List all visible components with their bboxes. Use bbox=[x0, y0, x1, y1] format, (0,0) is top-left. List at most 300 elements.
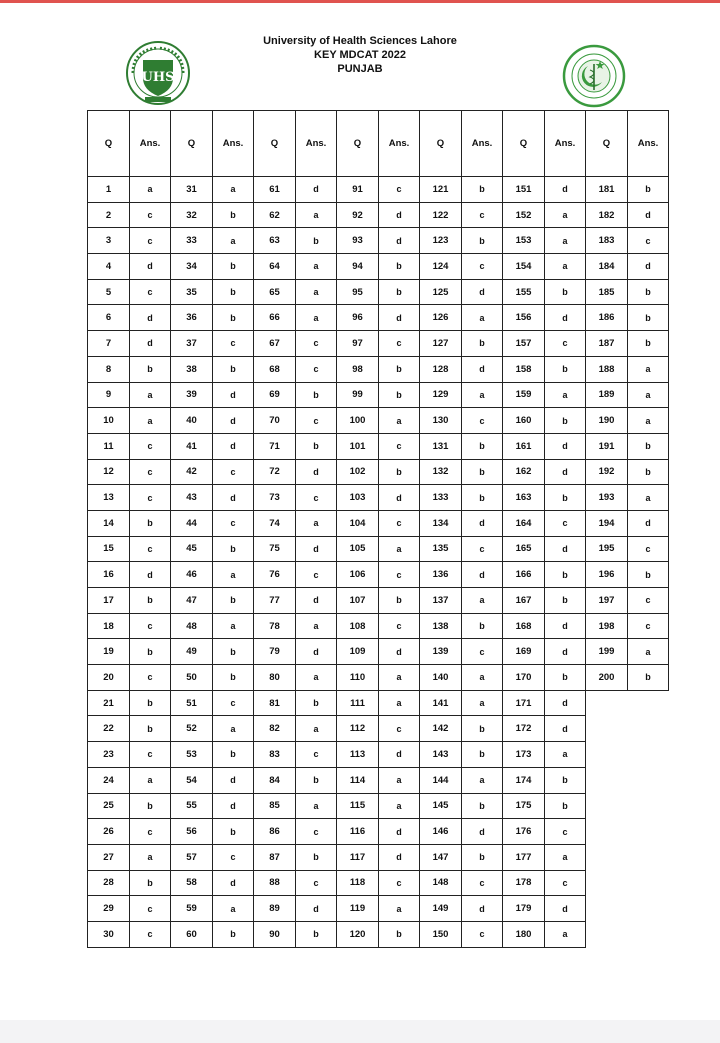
answer-cell: b bbox=[545, 665, 586, 691]
question-number: 171 bbox=[503, 690, 545, 716]
answer-cell: b bbox=[462, 331, 503, 357]
answer-cell: c bbox=[462, 870, 503, 896]
answer-cell: c bbox=[130, 433, 171, 459]
answer-cell: d bbox=[379, 228, 420, 254]
question-number: 138 bbox=[420, 613, 462, 639]
answer-cell: c bbox=[379, 177, 420, 203]
question-number: 173 bbox=[503, 742, 545, 768]
question-number: 168 bbox=[503, 613, 545, 639]
question-number: 41 bbox=[171, 433, 213, 459]
question-number: 135 bbox=[420, 536, 462, 562]
answer-cell: c bbox=[296, 485, 337, 511]
question-number: 187 bbox=[586, 331, 628, 357]
answer-cell: b bbox=[545, 588, 586, 614]
question-number: 127 bbox=[420, 331, 462, 357]
answer-cell: b bbox=[545, 408, 586, 434]
answer-cell: b bbox=[213, 921, 254, 947]
answer-cell: b bbox=[545, 279, 586, 305]
table-row bbox=[88, 562, 669, 588]
answer-cell: d bbox=[545, 690, 586, 716]
question-number: 137 bbox=[420, 588, 462, 614]
table-row bbox=[88, 485, 669, 511]
answer-cell: a bbox=[545, 921, 586, 947]
answer-cell: b bbox=[213, 639, 254, 665]
uhs-logo-icon bbox=[125, 40, 191, 106]
answer-cell: c bbox=[296, 742, 337, 768]
question-number: 88 bbox=[254, 870, 296, 896]
question-number: 82 bbox=[254, 716, 296, 742]
answer-cell: a bbox=[545, 228, 586, 254]
question-number: 71 bbox=[254, 433, 296, 459]
answer-cell: a bbox=[379, 793, 420, 819]
answer-cell: d bbox=[213, 433, 254, 459]
answer-cell: d bbox=[379, 202, 420, 228]
answer-cell: d bbox=[296, 177, 337, 203]
answer-cell: b bbox=[213, 536, 254, 562]
question-number: 90 bbox=[254, 921, 296, 947]
table-row bbox=[88, 767, 669, 793]
answer-cell: c bbox=[379, 433, 420, 459]
answer-cell: a bbox=[213, 562, 254, 588]
answer-cell: a bbox=[213, 896, 254, 922]
question-number: 188 bbox=[586, 356, 628, 382]
question-number: 69 bbox=[254, 382, 296, 408]
question-number: 10 bbox=[88, 408, 130, 434]
table-row bbox=[88, 382, 669, 408]
answer-cell: c bbox=[213, 510, 254, 536]
answer-cell: a bbox=[296, 613, 337, 639]
question-number: 47 bbox=[171, 588, 213, 614]
answer-cell: c bbox=[628, 588, 669, 614]
question-number: 198 bbox=[586, 613, 628, 639]
question-number: 63 bbox=[254, 228, 296, 254]
empty-cell bbox=[628, 767, 669, 793]
question-number: 123 bbox=[420, 228, 462, 254]
question-number: 184 bbox=[586, 254, 628, 280]
answer-cell: b bbox=[379, 459, 420, 485]
question-number: 200 bbox=[586, 665, 628, 691]
question-number: 5 bbox=[88, 279, 130, 305]
question-number: 84 bbox=[254, 767, 296, 793]
question-number: 167 bbox=[503, 588, 545, 614]
question-number: 95 bbox=[337, 279, 379, 305]
question-number: 146 bbox=[420, 819, 462, 845]
empty-cell bbox=[628, 844, 669, 870]
answer-cell: a bbox=[213, 716, 254, 742]
question-number: 59 bbox=[171, 896, 213, 922]
answer-cell: d bbox=[462, 819, 503, 845]
question-number: 164 bbox=[503, 510, 545, 536]
answer-cell: d bbox=[213, 408, 254, 434]
table-row bbox=[88, 202, 669, 228]
question-number: 104 bbox=[337, 510, 379, 536]
q-column-header: Q bbox=[88, 111, 130, 177]
question-number: 11 bbox=[88, 433, 130, 459]
answer-cell: d bbox=[628, 254, 669, 280]
answer-cell: c bbox=[296, 408, 337, 434]
question-number: 153 bbox=[503, 228, 545, 254]
question-number: 75 bbox=[254, 536, 296, 562]
answer-cell: b bbox=[462, 459, 503, 485]
answer-cell: c bbox=[462, 536, 503, 562]
question-number: 174 bbox=[503, 767, 545, 793]
question-number: 121 bbox=[420, 177, 462, 203]
answer-cell: b bbox=[213, 202, 254, 228]
question-number: 46 bbox=[171, 562, 213, 588]
question-number: 66 bbox=[254, 305, 296, 331]
question-number: 67 bbox=[254, 331, 296, 357]
question-number: 1 bbox=[88, 177, 130, 203]
empty-cell bbox=[628, 793, 669, 819]
question-number: 16 bbox=[88, 562, 130, 588]
answer-cell: d bbox=[545, 433, 586, 459]
answer-cell: a bbox=[130, 844, 171, 870]
question-number: 70 bbox=[254, 408, 296, 434]
question-number: 151 bbox=[503, 177, 545, 203]
question-number: 79 bbox=[254, 639, 296, 665]
q-column-header: Q bbox=[254, 111, 296, 177]
empty-cell bbox=[586, 742, 628, 768]
answer-cell: d bbox=[379, 819, 420, 845]
table-row bbox=[88, 228, 669, 254]
table-row bbox=[88, 613, 669, 639]
answer-cell: b bbox=[462, 433, 503, 459]
answer-cell: b bbox=[462, 844, 503, 870]
empty-cell bbox=[628, 690, 669, 716]
answer-cell: b bbox=[130, 793, 171, 819]
answer-cell: b bbox=[462, 485, 503, 511]
answer-cell: c bbox=[379, 331, 420, 357]
answer-cell: a bbox=[462, 690, 503, 716]
answer-cell: d bbox=[213, 870, 254, 896]
answer-cell: d bbox=[462, 896, 503, 922]
question-number: 194 bbox=[586, 510, 628, 536]
question-number: 106 bbox=[337, 562, 379, 588]
question-number: 64 bbox=[254, 254, 296, 280]
question-number: 73 bbox=[254, 485, 296, 511]
question-number: 133 bbox=[420, 485, 462, 511]
question-number: 76 bbox=[254, 562, 296, 588]
answer-cell: c bbox=[130, 665, 171, 691]
empty-cell bbox=[586, 896, 628, 922]
question-number: 122 bbox=[420, 202, 462, 228]
answer-cell: b bbox=[130, 588, 171, 614]
answer-cell: c bbox=[379, 870, 420, 896]
answer-cell: c bbox=[628, 536, 669, 562]
answer-cell: a bbox=[296, 510, 337, 536]
question-number: 36 bbox=[171, 305, 213, 331]
q-column-header: Q bbox=[503, 111, 545, 177]
table-row bbox=[88, 331, 669, 357]
answer-cell: a bbox=[296, 716, 337, 742]
question-number: 91 bbox=[337, 177, 379, 203]
answer-column-header: Ans. bbox=[213, 111, 254, 177]
question-number: 147 bbox=[420, 844, 462, 870]
answer-cell: c bbox=[545, 331, 586, 357]
answer-cell: b bbox=[379, 588, 420, 614]
answer-cell: c bbox=[296, 356, 337, 382]
answer-cell: a bbox=[213, 613, 254, 639]
question-number: 144 bbox=[420, 767, 462, 793]
answer-cell: b bbox=[296, 767, 337, 793]
question-number: 190 bbox=[586, 408, 628, 434]
question-number: 77 bbox=[254, 588, 296, 614]
answer-cell: c bbox=[130, 228, 171, 254]
answer-cell: b bbox=[296, 228, 337, 254]
question-number: 136 bbox=[420, 562, 462, 588]
answer-cell: b bbox=[296, 690, 337, 716]
empty-cell bbox=[586, 716, 628, 742]
question-number: 52 bbox=[171, 716, 213, 742]
question-number: 150 bbox=[420, 921, 462, 947]
table-row bbox=[88, 870, 669, 896]
question-number: 19 bbox=[88, 639, 130, 665]
question-number: 32 bbox=[171, 202, 213, 228]
answer-cell: c bbox=[462, 202, 503, 228]
question-number: 101 bbox=[337, 433, 379, 459]
answer-cell: a bbox=[628, 485, 669, 511]
answer-cell: b bbox=[213, 819, 254, 845]
answer-cell: d bbox=[628, 510, 669, 536]
q-column-header: Q bbox=[586, 111, 628, 177]
answer-cell: c bbox=[296, 562, 337, 588]
answer-cell: b bbox=[462, 613, 503, 639]
top-accent-bar bbox=[0, 0, 720, 3]
answer-cell: b bbox=[213, 665, 254, 691]
answer-cell: a bbox=[379, 896, 420, 922]
question-number: 35 bbox=[171, 279, 213, 305]
answer-cell: b bbox=[213, 279, 254, 305]
question-number: 179 bbox=[503, 896, 545, 922]
question-number: 196 bbox=[586, 562, 628, 588]
table-row bbox=[88, 793, 669, 819]
question-number: 110 bbox=[337, 665, 379, 691]
answer-cell: d bbox=[462, 279, 503, 305]
answer-cell: a bbox=[130, 177, 171, 203]
pmc-logo-icon bbox=[556, 44, 632, 108]
answer-column-header: Ans. bbox=[296, 111, 337, 177]
question-number: 102 bbox=[337, 459, 379, 485]
answer-cell: b bbox=[628, 177, 669, 203]
table-row bbox=[88, 356, 669, 382]
question-number: 186 bbox=[586, 305, 628, 331]
question-number: 98 bbox=[337, 356, 379, 382]
table-row bbox=[88, 742, 669, 768]
answer-cell: b bbox=[545, 485, 586, 511]
table-row bbox=[88, 433, 669, 459]
question-number: 80 bbox=[254, 665, 296, 691]
answer-cell: c bbox=[130, 896, 171, 922]
question-number: 177 bbox=[503, 844, 545, 870]
answer-cell: c bbox=[379, 613, 420, 639]
question-number: 116 bbox=[337, 819, 379, 845]
question-number: 9 bbox=[88, 382, 130, 408]
question-number: 103 bbox=[337, 485, 379, 511]
answer-column-header: Ans. bbox=[130, 111, 171, 177]
empty-cell bbox=[586, 793, 628, 819]
question-number: 145 bbox=[420, 793, 462, 819]
answer-cell: d bbox=[296, 459, 337, 485]
question-number: 149 bbox=[420, 896, 462, 922]
answer-cell: b bbox=[628, 331, 669, 357]
table-row bbox=[88, 639, 669, 665]
question-number: 155 bbox=[503, 279, 545, 305]
question-number: 13 bbox=[88, 485, 130, 511]
bottom-band bbox=[0, 1020, 720, 1043]
svg-text:UHS: UHS bbox=[141, 70, 175, 85]
q-column-header: Q bbox=[337, 111, 379, 177]
answer-cell: b bbox=[628, 433, 669, 459]
answer-cell: d bbox=[379, 844, 420, 870]
question-number: 18 bbox=[88, 613, 130, 639]
answer-cell: b bbox=[545, 793, 586, 819]
question-number: 61 bbox=[254, 177, 296, 203]
answer-cell: b bbox=[130, 870, 171, 896]
question-number: 83 bbox=[254, 742, 296, 768]
answer-cell: d bbox=[462, 510, 503, 536]
question-number: 81 bbox=[254, 690, 296, 716]
answer-cell: d bbox=[296, 588, 337, 614]
answer-cell: c bbox=[213, 690, 254, 716]
answer-cell: b bbox=[130, 716, 171, 742]
answer-cell: a bbox=[296, 793, 337, 819]
question-number: 134 bbox=[420, 510, 462, 536]
answer-cell: b bbox=[296, 921, 337, 947]
question-number: 154 bbox=[503, 254, 545, 280]
answer-cell: b bbox=[296, 844, 337, 870]
answer-cell: b bbox=[379, 356, 420, 382]
answer-cell: a bbox=[545, 844, 586, 870]
question-number: 6 bbox=[88, 305, 130, 331]
table-row bbox=[88, 844, 669, 870]
answer-cell: d bbox=[296, 896, 337, 922]
table-row bbox=[88, 921, 669, 947]
answer-cell: d bbox=[545, 716, 586, 742]
question-number: 48 bbox=[171, 613, 213, 639]
answer-cell: a bbox=[296, 665, 337, 691]
question-number: 49 bbox=[171, 639, 213, 665]
answer-cell: a bbox=[296, 202, 337, 228]
question-number: 192 bbox=[586, 459, 628, 485]
answer-cell: c bbox=[379, 510, 420, 536]
question-number: 159 bbox=[503, 382, 545, 408]
answer-cell: c bbox=[462, 254, 503, 280]
answer-cell: d bbox=[296, 536, 337, 562]
answer-cell: b bbox=[379, 382, 420, 408]
answer-cell: a bbox=[462, 588, 503, 614]
question-number: 185 bbox=[586, 279, 628, 305]
empty-cell bbox=[586, 921, 628, 947]
answer-cell: a bbox=[296, 279, 337, 305]
answer-cell: b bbox=[130, 510, 171, 536]
answer-cell: c bbox=[130, 536, 171, 562]
answer-cell: b bbox=[213, 305, 254, 331]
question-number: 56 bbox=[171, 819, 213, 845]
question-number: 117 bbox=[337, 844, 379, 870]
answer-cell: a bbox=[462, 382, 503, 408]
question-number: 152 bbox=[503, 202, 545, 228]
question-number: 30 bbox=[88, 921, 130, 947]
question-number: 111 bbox=[337, 690, 379, 716]
question-number: 191 bbox=[586, 433, 628, 459]
answer-cell: a bbox=[462, 665, 503, 691]
table-body bbox=[88, 177, 669, 948]
answer-cell: d bbox=[213, 382, 254, 408]
question-number: 38 bbox=[171, 356, 213, 382]
question-number: 3 bbox=[88, 228, 130, 254]
question-number: 85 bbox=[254, 793, 296, 819]
question-number: 175 bbox=[503, 793, 545, 819]
answer-cell: a bbox=[379, 690, 420, 716]
question-number: 72 bbox=[254, 459, 296, 485]
answer-cell: b bbox=[130, 639, 171, 665]
empty-cell bbox=[628, 870, 669, 896]
answer-cell: b bbox=[545, 767, 586, 793]
question-number: 181 bbox=[586, 177, 628, 203]
answer-cell: b bbox=[213, 356, 254, 382]
table-row bbox=[88, 305, 669, 331]
table-row bbox=[88, 510, 669, 536]
question-number: 26 bbox=[88, 819, 130, 845]
answer-cell: d bbox=[545, 536, 586, 562]
question-number: 22 bbox=[88, 716, 130, 742]
answer-cell: b bbox=[462, 716, 503, 742]
question-number: 112 bbox=[337, 716, 379, 742]
empty-cell bbox=[628, 819, 669, 845]
question-number: 140 bbox=[420, 665, 462, 691]
answer-key-table bbox=[87, 110, 669, 948]
question-number: 107 bbox=[337, 588, 379, 614]
table-row bbox=[88, 536, 669, 562]
exam-title: KEY MDCAT 2022 bbox=[314, 49, 406, 61]
answer-cell: c bbox=[296, 870, 337, 896]
question-number: 89 bbox=[254, 896, 296, 922]
answer-cell: d bbox=[545, 613, 586, 639]
question-number: 148 bbox=[420, 870, 462, 896]
empty-cell bbox=[586, 819, 628, 845]
question-number: 176 bbox=[503, 819, 545, 845]
answer-cell: a bbox=[462, 305, 503, 331]
question-number: 170 bbox=[503, 665, 545, 691]
answer-cell: a bbox=[628, 356, 669, 382]
question-number: 55 bbox=[171, 793, 213, 819]
answer-cell: b bbox=[462, 793, 503, 819]
question-number: 199 bbox=[586, 639, 628, 665]
answer-cell: c bbox=[130, 819, 171, 845]
question-number: 15 bbox=[88, 536, 130, 562]
answer-cell: a bbox=[462, 767, 503, 793]
answer-cell: c bbox=[545, 510, 586, 536]
question-number: 163 bbox=[503, 485, 545, 511]
answer-column-header: Ans. bbox=[628, 111, 669, 177]
question-number: 94 bbox=[337, 254, 379, 280]
answer-cell: d bbox=[130, 254, 171, 280]
question-number: 158 bbox=[503, 356, 545, 382]
answer-cell: a bbox=[296, 254, 337, 280]
answer-cell: b bbox=[296, 433, 337, 459]
answer-cell: b bbox=[213, 742, 254, 768]
answer-cell: b bbox=[628, 665, 669, 691]
question-number: 120 bbox=[337, 921, 379, 947]
question-number: 129 bbox=[420, 382, 462, 408]
question-number: 86 bbox=[254, 819, 296, 845]
question-number: 37 bbox=[171, 331, 213, 357]
question-number: 21 bbox=[88, 690, 130, 716]
answer-cell: d bbox=[545, 305, 586, 331]
answer-cell: a bbox=[545, 254, 586, 280]
question-number: 23 bbox=[88, 742, 130, 768]
question-number: 197 bbox=[586, 588, 628, 614]
